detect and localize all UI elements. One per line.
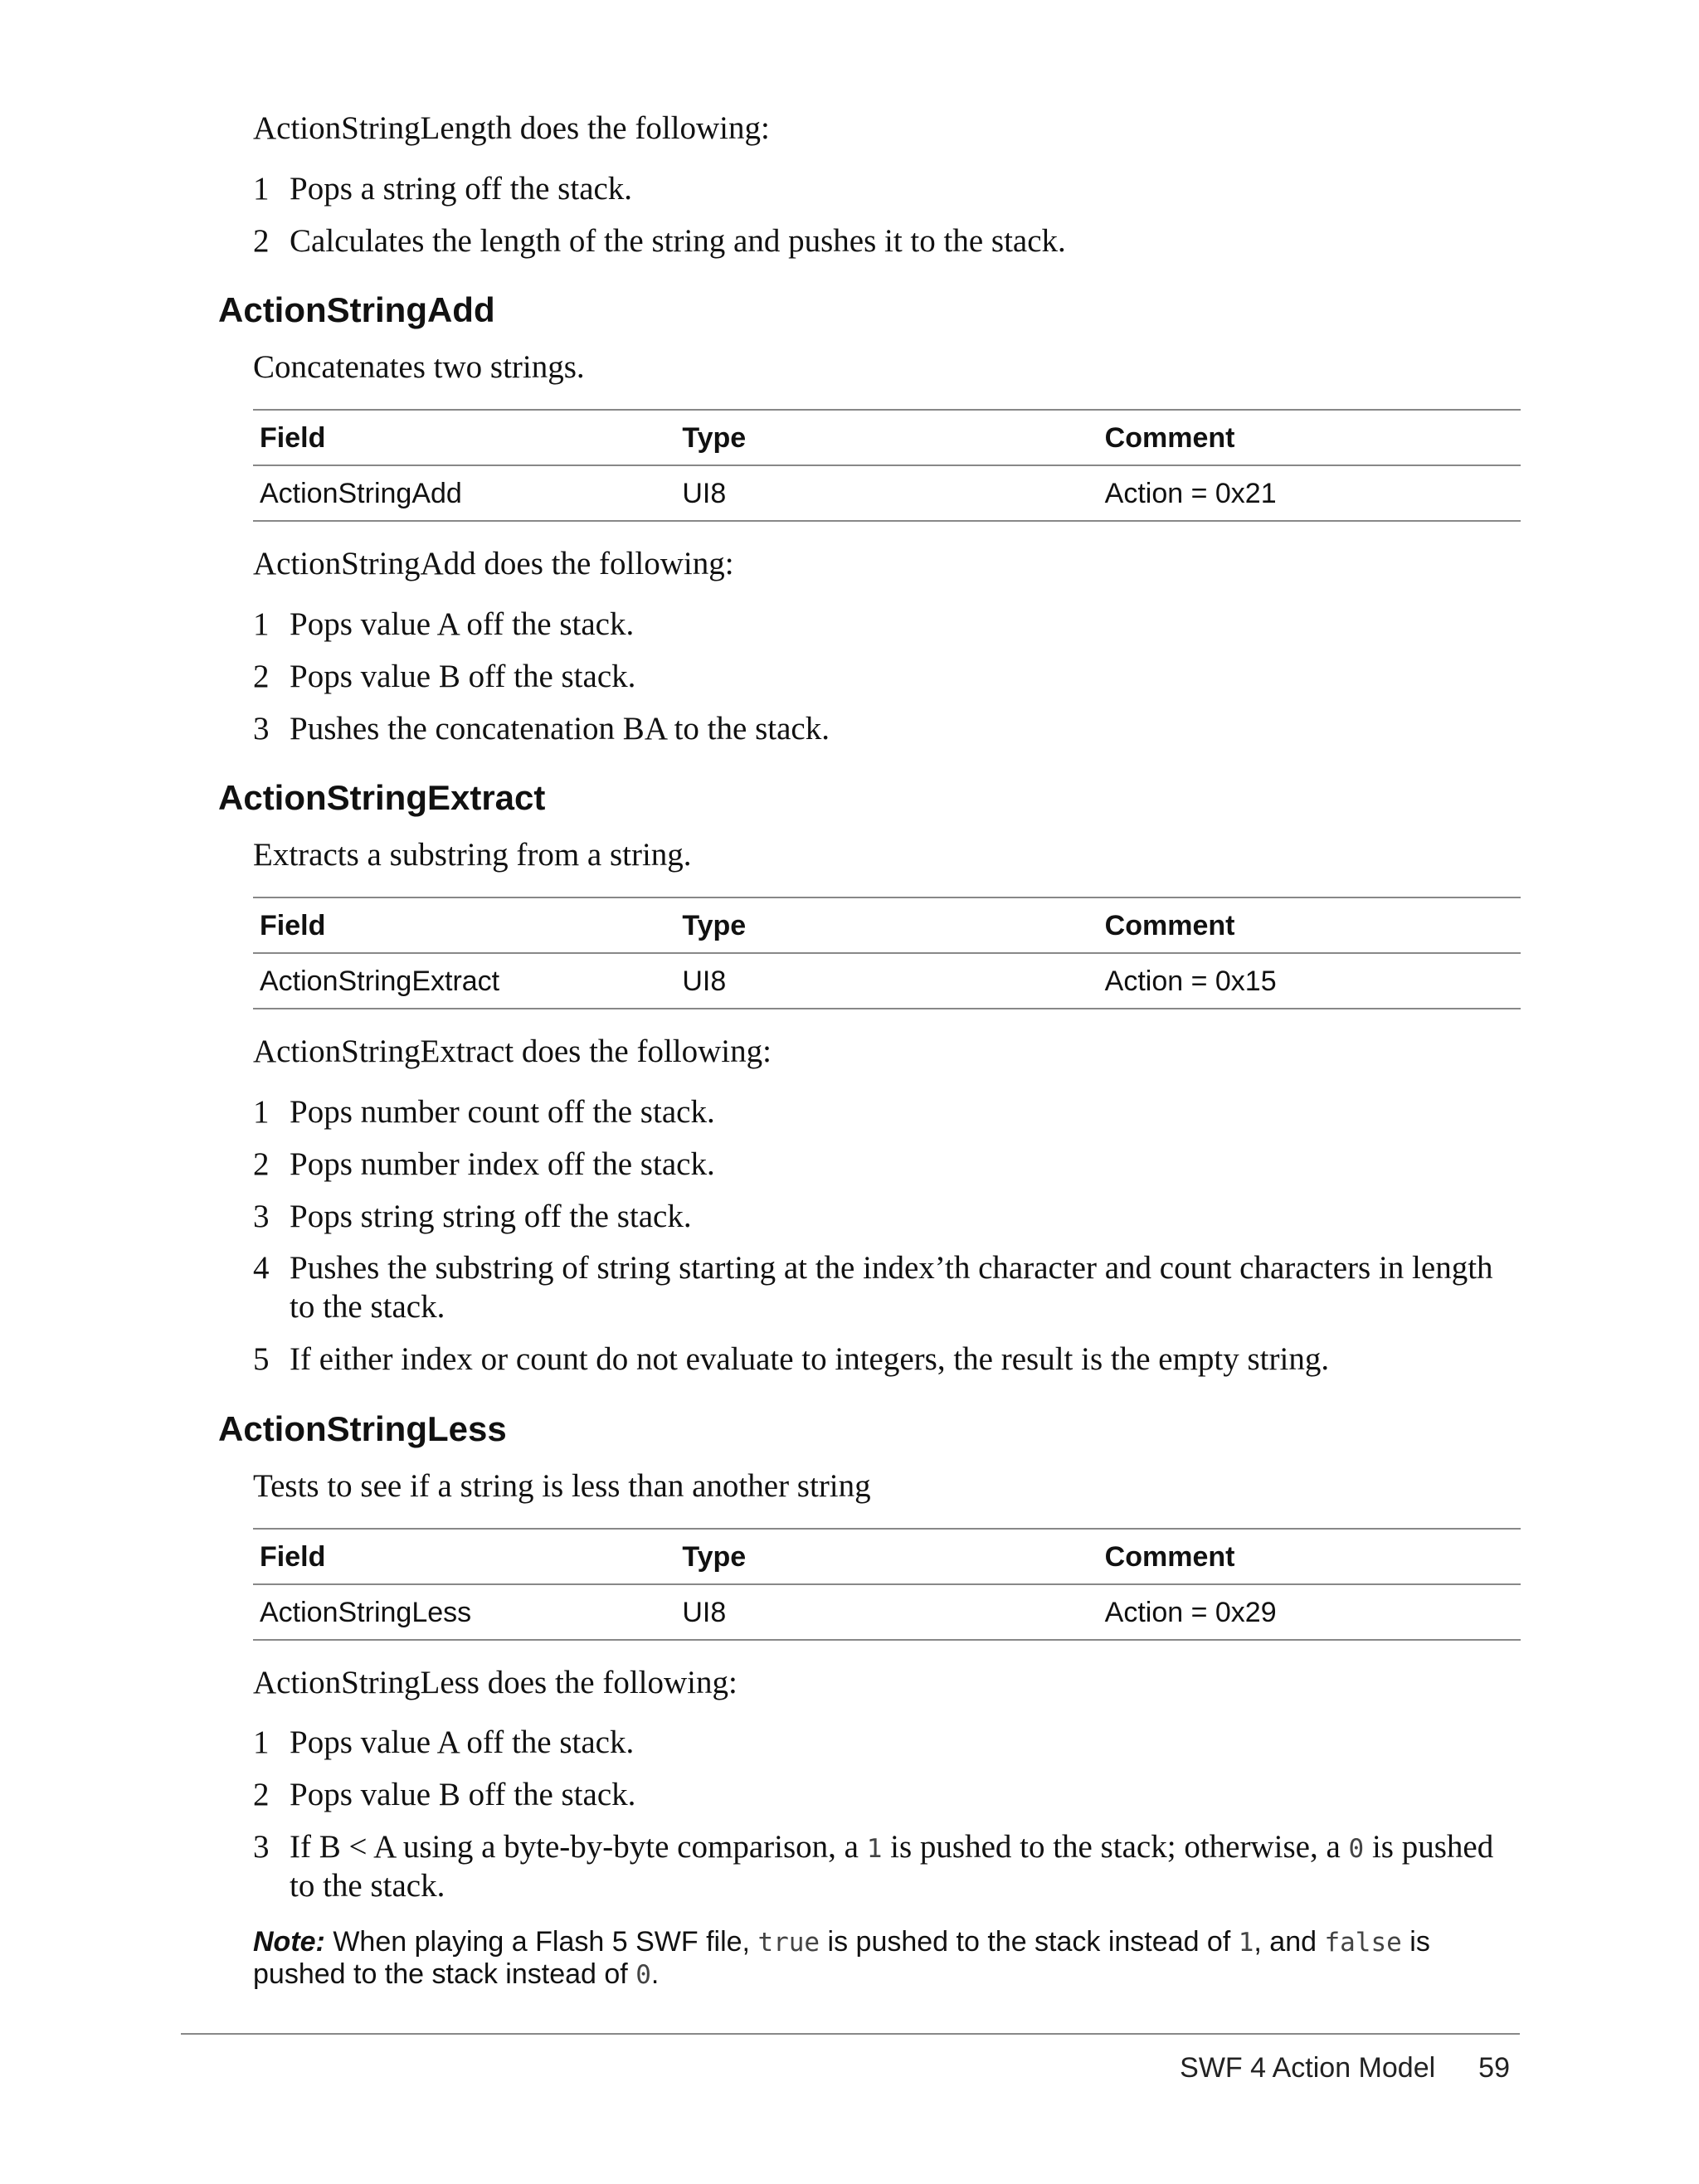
list-item [253,222,1521,261]
step-text: Pops value B off the stack. [290,1777,636,1813]
step-number: 3 [253,710,270,747]
cell-field: ActionStringLess [260,1596,472,1628]
field-table-extract [253,897,1521,1009]
cell-type: UI8 [682,1596,727,1628]
step-number: 2 [253,222,270,259]
list-item [253,1340,1521,1379]
step-text: Pops string string off the stack. [290,1198,692,1234]
step-text: Calculates the length of the string and pushes it to the stack. [290,222,1066,259]
list-item [253,1724,1521,1763]
note-text: When playing a Flash 5 SWF file, [324,1925,758,1958]
table-header-row [253,1529,1521,1584]
section-heading-add: ActionStringAdd [218,290,495,330]
step-number: 2 [253,658,270,694]
column-header-type: Type [682,910,747,942]
step-number: 4 [253,1250,270,1287]
step-text-part: is pushed to the stack. [290,1828,1494,1904]
page-number: 59 [1478,2052,1510,2084]
section-desc-less: Tests to see if a string is less than another string [253,1467,871,1504]
step-text-part: is pushed to the stack; otherwise, a [882,1828,1349,1865]
cell-field: ActionStringExtract [260,966,500,998]
section-lead-less: ActionStringLess does the following: [253,1664,738,1700]
column-header-field: Field [260,422,326,455]
step-number: 2 [253,1777,270,1813]
code-literal: 1 [1238,1927,1254,1958]
list-item [253,1249,1521,1327]
footer-divider [181,2033,1520,2035]
intro-lead: ActionStringLength does the following: [253,110,770,146]
note-text: . [650,1958,660,1990]
note-label: Note: [253,1925,325,1958]
step-text [290,1829,1493,1904]
intro-steps [253,170,1521,261]
column-header-comment: Comment [1104,910,1235,942]
column-header-type: Type [682,1540,747,1573]
list-item [253,1093,1521,1132]
list-item [253,1776,1521,1815]
page-content [218,109,1521,2019]
step-text-part: If B < A using a byte-by-byte comparison, a [290,1828,867,1865]
section-heading-extract: ActionStringExtract [218,778,546,818]
step-text: Pops a string off the stack. [290,170,633,207]
list-item [253,1198,1521,1237]
column-header-type: Type [682,422,747,455]
cell-comment: Action = 0x15 [1104,966,1277,998]
table-row [253,953,1521,1009]
step-number: 1 [253,170,270,207]
step-number: 1 [253,1724,270,1761]
step-text: Pops number count off the stack. [290,1093,715,1130]
list-item [253,658,1521,697]
footer-title: SWF 4 Action Model [1180,2052,1436,2084]
step-number: 1 [253,606,270,642]
list-item [253,1828,1521,1906]
column-header-field: Field [260,1540,326,1573]
step-text: Pops value A off the stack. [290,606,635,642]
cell-field: ActionStringAdd [260,478,462,510]
column-header-comment: Comment [1104,1540,1235,1573]
section-lead-add: ActionStringAdd does the following: [253,546,734,582]
code-literal: 0 [1348,1833,1365,1864]
list-item [253,710,1521,749]
step-text: Pushes the concatenation BA to the stack. [290,710,830,747]
steps-less [253,1724,1521,1905]
section-lead-extract: ActionStringExtract does the following: [253,1034,772,1070]
table-row [253,1584,1521,1640]
list-item [253,606,1521,644]
code-literal: 1 [866,1833,883,1864]
section-desc-add: Concatenates two strings. [253,349,585,386]
step-text: Pops value B off the stack. [290,658,636,694]
step-text: Pops number index off the stack. [290,1146,715,1182]
step-text: Pushes the substring of string starting at the index’th character and count characters in length to the stack. [290,1250,1493,1325]
step-number: 2 [253,1146,270,1182]
note-text: is pushed to the stack instead of [820,1925,1239,1958]
step-text: Pops value A off the stack. [290,1724,635,1761]
table-header-row [253,897,1521,953]
code-literal: false [1324,1927,1402,1958]
cell-type: UI8 [682,478,727,510]
column-header-comment: Comment [1104,422,1235,455]
section-desc-extract: Extracts a substring from a string. [253,837,692,873]
list-item [253,1146,1521,1184]
step-number: 5 [253,1340,270,1377]
section-heading-less: ActionStringLess [218,1408,507,1448]
note-text: is pushed to the stack instead of [253,1925,1430,1990]
field-table-less [253,1528,1521,1641]
table-header-row [253,410,1521,465]
steps-extract [253,1093,1521,1379]
note-text: , and [1254,1925,1325,1958]
code-literal: 0 [635,1959,651,1990]
note [253,1926,1521,1991]
step-number: 3 [253,1828,270,1865]
cell-type: UI8 [682,966,727,998]
steps-add [253,606,1521,748]
list-item [253,170,1521,209]
field-table-add [253,409,1521,522]
table-row [253,465,1521,521]
code-literal: true [757,1927,820,1958]
step-text: If either index or count do not evaluate to integers, the result is the empty string. [290,1340,1330,1377]
page-footer [1180,2052,1510,2084]
step-number: 1 [253,1093,270,1130]
cell-comment: Action = 0x29 [1104,1596,1277,1628]
step-number: 3 [253,1198,270,1234]
cell-comment: Action = 0x21 [1104,478,1277,510]
column-header-field: Field [260,910,326,942]
